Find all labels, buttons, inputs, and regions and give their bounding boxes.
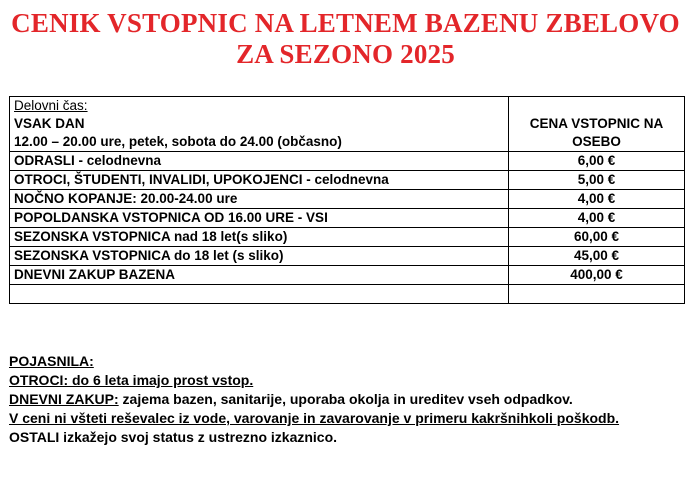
row-label: NOČNO KOPANJE: 20.00-24.00 ure bbox=[10, 190, 509, 209]
note-others: OSTALI izkažejo svoj status z ustrezno izkaznico. bbox=[9, 429, 338, 445]
price-table bbox=[9, 96, 685, 304]
title-line-2: ZA SEZONO 2025 bbox=[236, 39, 455, 69]
row-label: ODRASLI - celodnevna bbox=[10, 152, 509, 171]
page-title bbox=[0, 8, 691, 70]
price-header-line-1: CENA VSTOPNIC NA bbox=[529, 116, 664, 131]
note-rental-text: zajema bazen, sanitarije, uporaba okolja in ureditev vseh odpadkov. bbox=[118, 391, 573, 407]
note-rental-label: DNEVNI ZAKUP: bbox=[9, 391, 119, 407]
empty-row bbox=[10, 285, 685, 304]
row-price: 6,00 € bbox=[509, 152, 685, 171]
table-row bbox=[10, 190, 685, 209]
row-price: 60,00 € bbox=[509, 228, 685, 247]
row-price: 4,00 € bbox=[509, 190, 685, 209]
row-label: DNEVNI ZAKUP BAZENA bbox=[10, 266, 509, 285]
table-row bbox=[10, 209, 685, 228]
row-price: 400,00 € bbox=[509, 266, 685, 285]
table-row bbox=[10, 228, 685, 247]
note-rental bbox=[9, 390, 685, 409]
notes-heading: POJASNILA: bbox=[9, 353, 94, 369]
row-price: 45,00 € bbox=[509, 247, 685, 266]
hours-cell bbox=[10, 97, 509, 152]
hours-times: 12.00 – 20.00 ure, petek, sobota do 24.00 (občasno) bbox=[14, 134, 342, 149]
empty-cell bbox=[10, 285, 509, 304]
table-row bbox=[10, 152, 685, 171]
price-header-line-2: OSEBO bbox=[572, 134, 621, 149]
hours-row bbox=[10, 97, 685, 152]
hours-label: Delovni čas: bbox=[14, 98, 88, 113]
notes-section bbox=[9, 352, 685, 447]
title-line-1: CENIK VSTOPNIC NA LETNEM BAZENU ZBELOVO bbox=[11, 8, 680, 38]
table-row bbox=[10, 247, 685, 266]
note-insurance: V ceni ni všteti reševalec iz vode, varovanje in zavarovanje v primeru kakršnihkoli poškodb. bbox=[9, 410, 620, 426]
note-children: OTROCI: do 6 leta imajo prost vstop. bbox=[9, 372, 254, 388]
table-row bbox=[10, 266, 685, 285]
row-price: 5,00 € bbox=[509, 171, 685, 190]
row-price: 4,00 € bbox=[509, 209, 685, 228]
hours-days: VSAK DAN bbox=[14, 116, 85, 131]
table-row bbox=[10, 171, 685, 190]
row-label: SEZONSKA VSTOPNICA nad 18 let(s sliko) bbox=[10, 228, 509, 247]
empty-cell bbox=[509, 285, 685, 304]
price-header-cell bbox=[509, 97, 685, 152]
row-label: SEZONSKA VSTOPNICA do 18 let (s sliko) bbox=[10, 247, 509, 266]
row-label: POPOLDANSKA VSTOPNICA OD 16.00 URE - VSI bbox=[10, 209, 509, 228]
row-label: OTROCI, ŠTUDENTI, INVALIDI, UPOKOJENCI - celodnevna bbox=[10, 171, 509, 190]
